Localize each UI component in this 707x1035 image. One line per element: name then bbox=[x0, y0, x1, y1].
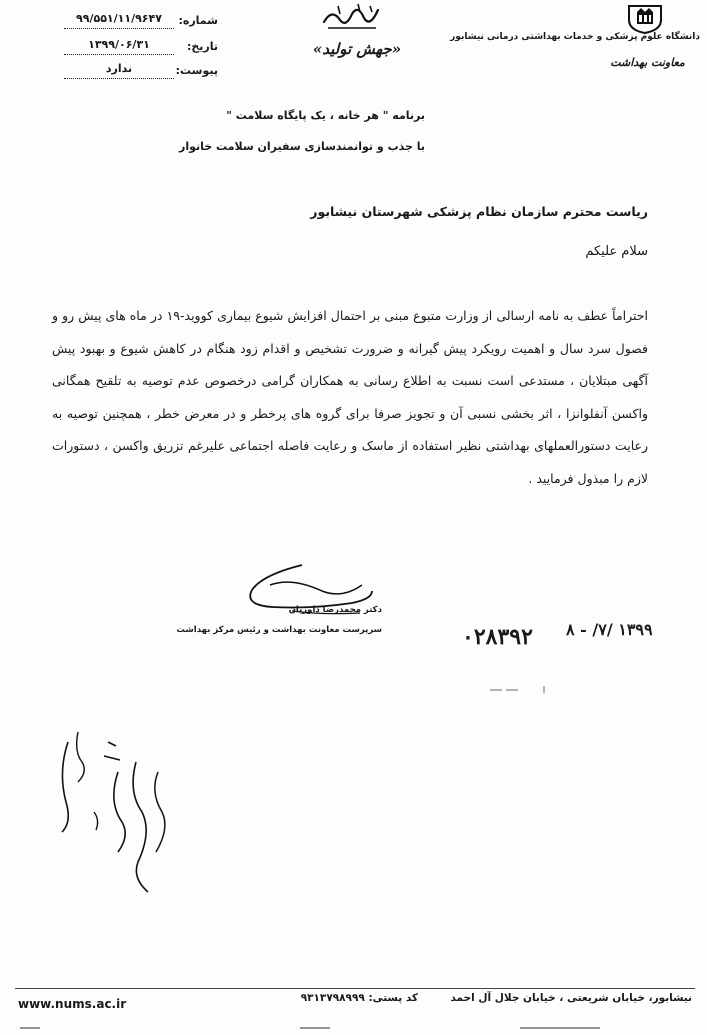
handwritten-note bbox=[38, 712, 188, 912]
recipient: ریاست محترم سازمان نظام پزشکی شهرستان نیشابور bbox=[310, 204, 648, 219]
department-name: معاونت بهداشت bbox=[610, 56, 685, 69]
letter-number: ۹۹/۵۵۱/۱۱/۹۶۴۷ bbox=[76, 12, 162, 25]
attachment-row bbox=[48, 64, 218, 82]
footer-address: نیشابور، خیابان شریعتی ، خیابان جلال آل احمد bbox=[450, 992, 692, 1004]
basmala-calligraphy bbox=[318, 0, 388, 36]
dotted-line bbox=[64, 28, 174, 29]
letter-number-row bbox=[48, 14, 218, 32]
registration-number-stamp: ۰۲۸۳۹۲ bbox=[462, 624, 533, 650]
program-title: برنامه " هر خانه ، یک پایگاه سلامت " bbox=[226, 109, 425, 122]
dotted-line bbox=[64, 78, 174, 79]
body-paragraph: احتراماً عطف به نامه ارسالی از وزارت متبوع مبنی بر احتمال افزایش شیوع بیماری کووید-۱۹ در ماه های پیش رو و فصول سرد سال و اهمیت رویکرد پیش گیرانه و ضرورت تشخیص و اقدام زود هنگام در کاهش شیوع و بهبود پیش آگهی مبتلایان ، مستدعی است نسبت به اطلاع رسانی به همکاران گرامی درخصوص عدم توصیه به تلقیح همگانی واکسن آنفلوانزا ، اثر بخشی نسبی آن و تجویز صرفا برای گروه های پرخطر و در معرض خطر ، همچنین توصیه به رعایت دستورالعملهای بهداشتی نظیر استفاده از ماسک و رعایت فاصله اجتماعی علیرغم تزریق واکسن ، دستورات لازم را مبذول فرمایید . bbox=[52, 308, 648, 486]
date-label: تاریخ: bbox=[186, 40, 218, 53]
date-row bbox=[48, 40, 218, 58]
slogan: «جهش تولید» bbox=[312, 40, 402, 58]
footer-divider bbox=[15, 988, 695, 989]
footer-website: www.nums.ac.ir bbox=[18, 997, 127, 1011]
letter-number-label: شماره: bbox=[178, 14, 218, 27]
greeting: سلام علیکم bbox=[585, 244, 648, 259]
received-date-stamp: ۱۳۹۹ /۷/ - ۸ bbox=[566, 620, 653, 639]
signatory-name: دکتر محمدرضا داوریان bbox=[288, 605, 382, 615]
attachment-value: ندارد bbox=[105, 62, 133, 75]
letter-body bbox=[52, 300, 648, 496]
dotted-line bbox=[64, 54, 174, 55]
faint-stamp-mark bbox=[488, 684, 558, 696]
cut-off-text-strip bbox=[0, 1016, 707, 1024]
letter-date: ۱۳۹۹/۰۶/۳۱ bbox=[88, 38, 150, 51]
footer-postal bbox=[278, 992, 418, 1004]
postal-code: ۹۳۱۳۷۹۸۹۹۹ bbox=[300, 992, 365, 1004]
signatory-title: سرپرست معاونت بهداشت و رئیس مرکز بهداشت bbox=[176, 625, 382, 635]
attachment-label: پیوست: bbox=[175, 64, 218, 77]
university-logo bbox=[625, 4, 665, 34]
organization-name: دانشگاه علوم پزشکی و خدمات بهداشتی درمانی نیشابور bbox=[450, 32, 700, 42]
postal-label: کد پستی: bbox=[368, 992, 418, 1004]
program-subtitle: با جذب و توانمندسازی سفیران سلامت خانوار bbox=[179, 140, 425, 153]
